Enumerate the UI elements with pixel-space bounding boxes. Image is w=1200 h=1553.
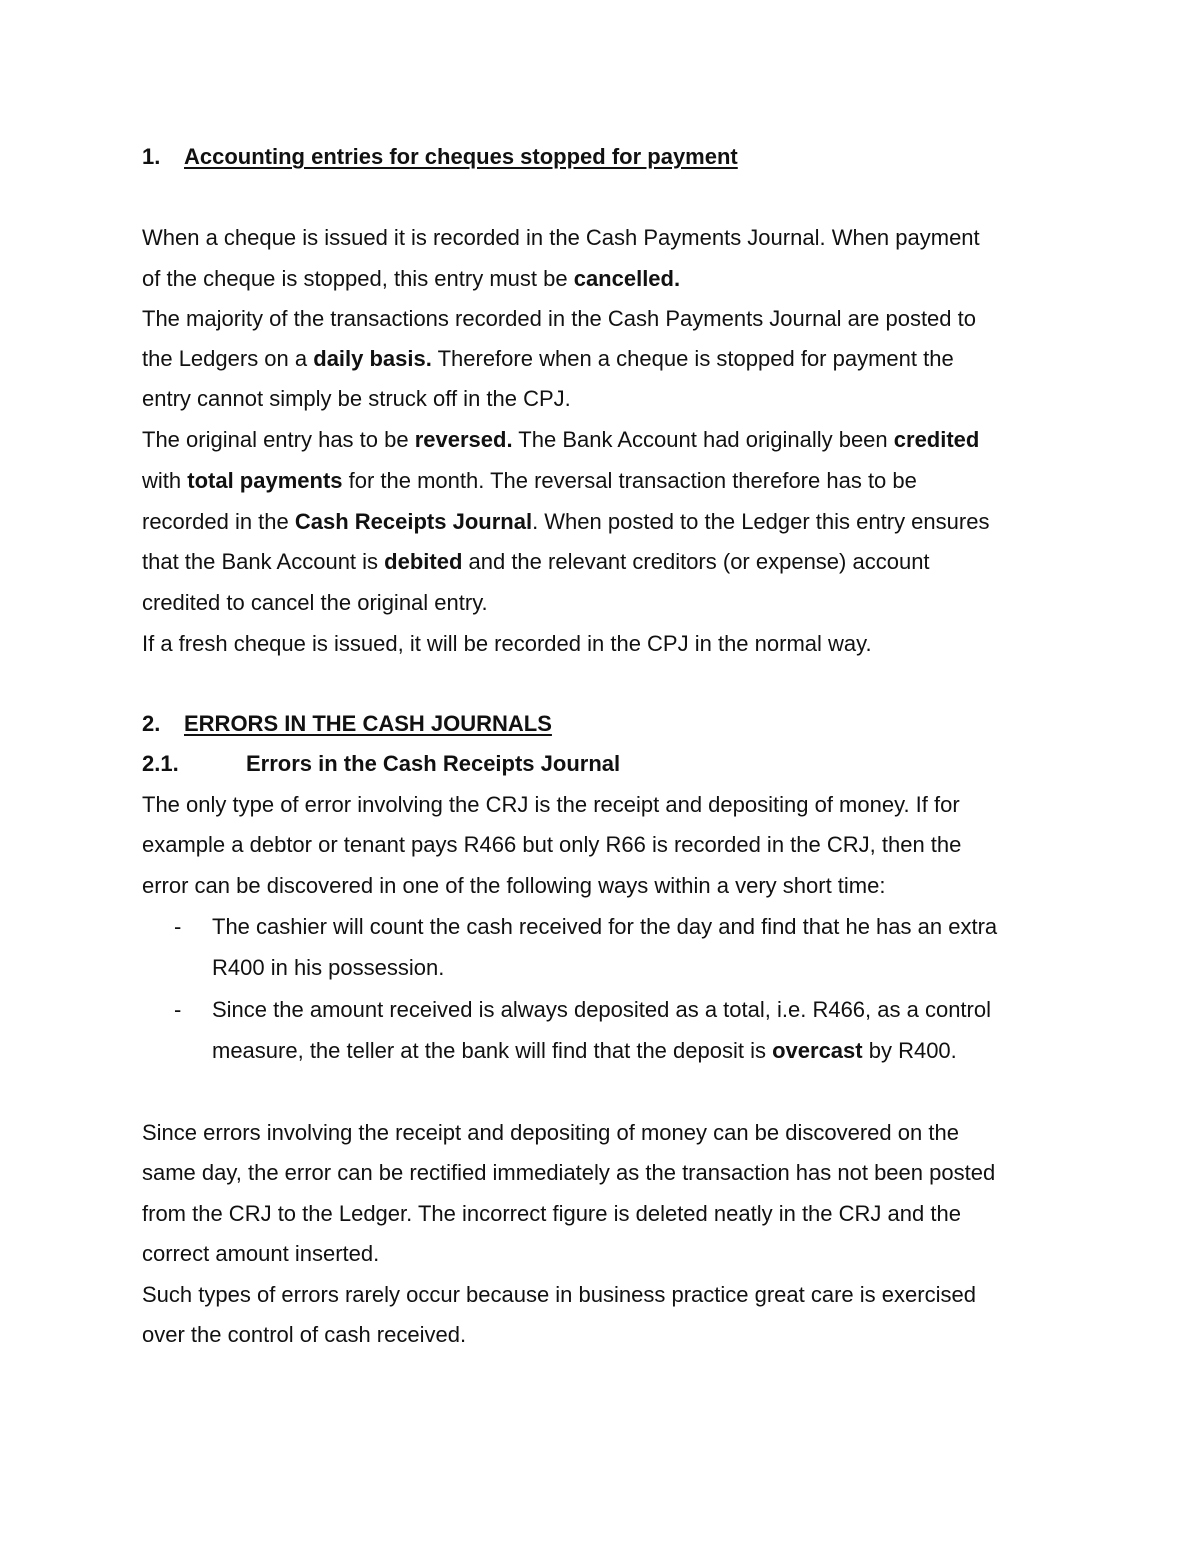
paragraph-line: When a cheque is issued it is recorded in the Cash Payments Journal. When payment (142, 225, 980, 250)
bullet-2-line-2 (212, 1036, 957, 1066)
section-2-title: ERRORS IN THE CASH JOURNALS (184, 711, 552, 736)
section-1-title: Accounting entries for cheques stopped for payment (184, 144, 738, 169)
paragraph-line: from the CRJ to the Ledger. The incorrect figure is deleted neatly in the CRJ and the (142, 1201, 961, 1226)
bold-term: overcast (772, 1038, 863, 1063)
bold-term: cancelled. (573, 266, 681, 291)
bullet-2-line-1: Since the amount received is always deposited as a total, i.e. R466, as a control (212, 997, 991, 1022)
paragraph-line (142, 547, 930, 577)
bullet-1-line-2: R400 in his possession. (212, 955, 445, 980)
subsection-2-1-title: Errors in the Cash Receipts Journal (246, 751, 621, 776)
paragraph-line: Such types of errors rarely occur because in business practice great care is exercised (142, 1282, 976, 1307)
section-1-heading (142, 142, 738, 172)
text-run: The Bank Account had originally been (512, 427, 894, 452)
text-run: measure, the teller at the bank will find that the deposit is (212, 1038, 773, 1063)
paragraph-line (142, 264, 680, 294)
paragraph-line: Since errors involving the receipt and depositing of money can be discovered on the (142, 1120, 959, 1145)
text-run: . When posted to the Ledger this entry ensures (532, 509, 990, 534)
paragraph-line (142, 344, 954, 374)
paragraph-line: The only type of error involving the CRJ is the receipt and depositing of money. If for (142, 792, 960, 817)
paragraph-line (142, 507, 989, 537)
text-run: The original entry has to be (142, 427, 415, 452)
text-run: that the Bank Account is (142, 549, 385, 574)
paragraph-line: entry cannot simply be struck off in the CPJ. (142, 386, 571, 411)
text-run: the Ledgers on a (142, 346, 314, 371)
paragraph-line: error can be discovered in one of the following ways within a very short time: (142, 873, 886, 898)
paragraph-line (142, 466, 917, 496)
section-2-number: 2. (142, 711, 161, 736)
bold-term: credited (893, 427, 980, 452)
paragraph-line: example a debtor or tenant pays R466 but only R66 is recorded in the CRJ, then the (142, 832, 962, 857)
paragraph-line: credited to cancel the original entry. (142, 590, 488, 615)
text-run: Therefore when a cheque is stopped for payment the (431, 346, 954, 371)
text-run: of the cheque is stopped, this entry must be (142, 266, 574, 291)
bold-term: debited (384, 549, 463, 574)
bullet-dash: - (174, 997, 182, 1022)
subsection-2-1-heading (142, 749, 620, 779)
subsection-2-1-number: 2.1. (142, 751, 179, 776)
paragraph-line (142, 425, 979, 455)
section-1-number: 1. (142, 144, 161, 169)
bold-term: reversed. (414, 427, 513, 452)
paragraph-line: over the control of cash received. (142, 1322, 467, 1347)
section-2-heading (142, 709, 552, 739)
bullet-dash: - (174, 914, 182, 939)
bold-term: Cash Receipts Journal (294, 509, 533, 534)
bold-term: total payments (187, 468, 343, 493)
text-run: by R400. (862, 1038, 957, 1063)
text-run: and the relevant creditors (or expense) account (462, 549, 930, 574)
paragraph-line: The majority of the transactions recorded in the Cash Payments Journal are posted to (142, 306, 976, 331)
text-run: recorded in the (142, 509, 295, 534)
text-run: for the month. The reversal transaction therefore has to be (342, 468, 917, 493)
paragraph-line: correct amount inserted. (142, 1241, 380, 1266)
paragraph-line: If a fresh cheque is issued, it will be recorded in the CPJ in the normal way. (142, 631, 872, 656)
paragraph-line: same day, the error can be rectified immediately as the transaction has not been posted (142, 1160, 996, 1185)
bold-term: daily basis. (313, 346, 432, 371)
text-run: with (142, 468, 188, 493)
bullet-1-line-1: The cashier will count the cash received for the day and find that he has an extra (212, 914, 998, 939)
